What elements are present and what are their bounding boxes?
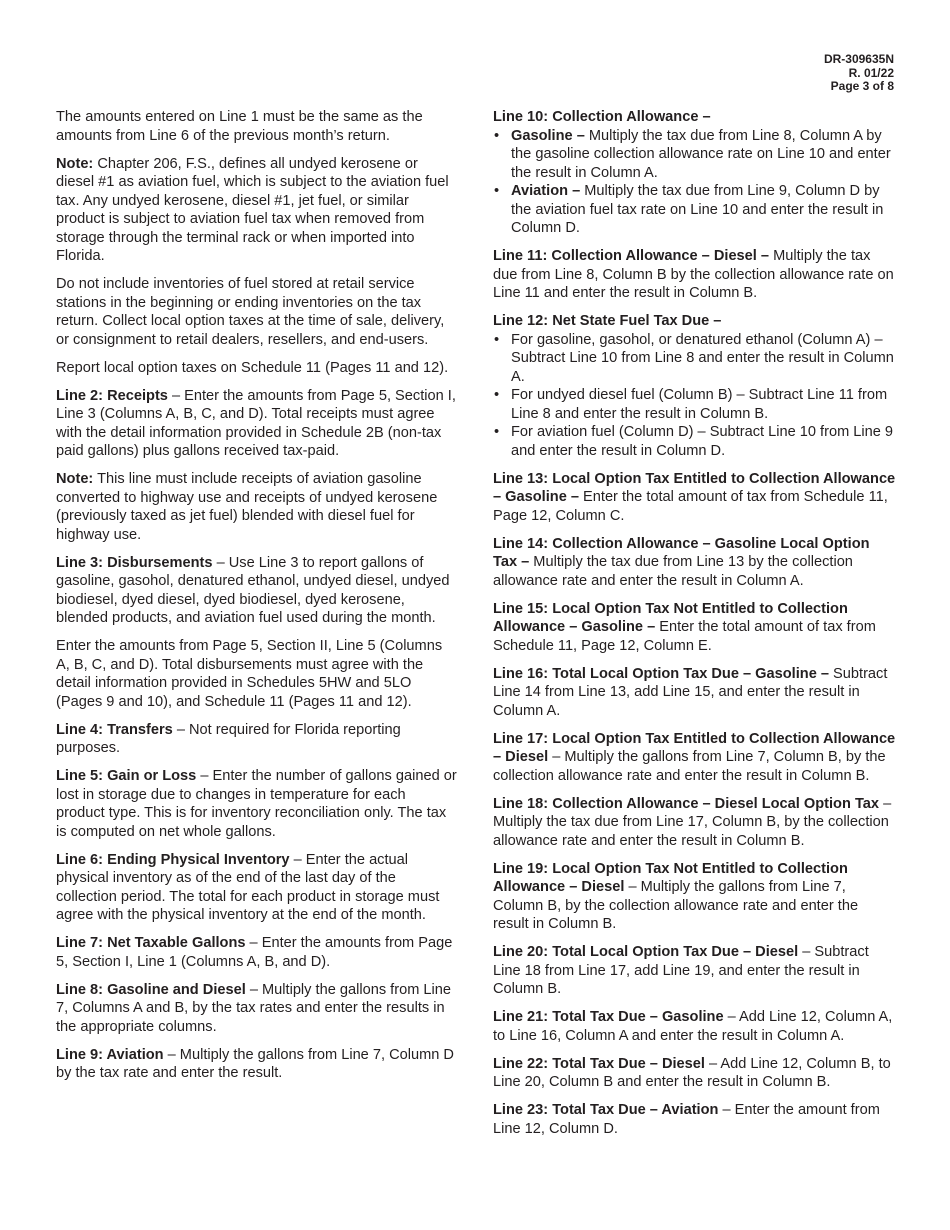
note-aviation-fuel	[56, 155, 458, 266]
instruction-line-6	[56, 851, 458, 925]
line-5-label: Line 5: Gain or Loss	[56, 768, 197, 784]
instruction-line-14	[493, 535, 897, 591]
line-21-text: – Add Line 12, Column A, to Line 16, Column A and enter the result in Column A.	[493, 1009, 893, 1044]
line-19-text: – Multiply the gallons from Line 7, Column B, by the collection allowance rate and enter the result in Column B.	[493, 879, 859, 932]
instruction-line-11	[493, 247, 897, 303]
paragraph-line1-intro: The amounts entered on Line 1 must be the same as the amounts from Line 6 of the previous month’s return.	[56, 109, 423, 144]
left-column	[56, 108, 458, 1092]
line-8-text: – Multiply the gallons from Line 7, Columns A and B, by the tax rates and enter the results in the appropriate columns.	[56, 981, 452, 1035]
list-item-label: Aviation –	[511, 183, 581, 199]
note-receipts	[56, 470, 458, 544]
line-17-label: Line 17: Local Option Tax Entitled to Collection Allowance – Diesel	[493, 730, 896, 765]
line-7-label: Line 7: Net Taxable Gallons	[56, 935, 246, 951]
instruction-line-8	[56, 981, 458, 1037]
line-22-text: – Add Line 12, Column B, to Line 20, Column B and enter the result in Column B.	[493, 1055, 891, 1090]
instruction-line-21	[493, 1008, 897, 1045]
list-item: • For undyed diesel fuel (Column B) – Subtract Line 11 from Line 8 and enter the result in Column B.	[493, 386, 897, 423]
line-20-label: Line 20: Total Local Option Tax Due – Diesel	[493, 944, 799, 960]
line-23-label: Line 23: Total Tax Due – Aviation	[493, 1102, 719, 1118]
line-16-text: Subtract Line 14 from Line 13, add Line 15, and enter the result in Column A.	[493, 665, 888, 719]
note-label: Note:	[56, 155, 94, 172]
list-item	[493, 127, 897, 183]
form-revision: R. 01/22	[848, 65, 894, 80]
line-16-label: Line 16: Total Local Option Tax Due – Gasoline –	[493, 665, 829, 682]
line-11-text: Multiply the tax due from Line 8, Column B by the collection allowance rate on Line 11 and enter the result in Column B.	[493, 248, 894, 301]
line-9-text: – Multiply the gallons from Line 7, Column D by the tax rate and enter the result.	[56, 1046, 454, 1081]
line-12-list	[493, 331, 897, 461]
line-15-label: Line 15: Local Option Tax Not Entitled to Collection Allowance – Gasoline –	[493, 600, 848, 635]
note-text: Chapter 206, F.S., defines all undyed kerosene or diesel #1 as aviation fuel, which is subject to the aviation fuel tax. Any undyed kerosene, diesel #1, jet fuel, or similar product is subject to aviation fuel tax when removed from storage through the terminal rack or when imported into Florida.	[56, 155, 449, 264]
instruction-line-4	[56, 721, 458, 758]
line-4-label: Line 4: Transfers	[56, 721, 173, 738]
line-22-label: Line 22: Total Tax Due – Diesel	[493, 1055, 705, 1072]
line-7-text: – Enter the amounts from Page 5, Section I, Line 1 (Columns A, B, and D).	[56, 935, 453, 970]
line-10-heading: Line 10: Collection Allowance –	[493, 109, 711, 125]
list-item: • For aviation fuel (Column D) – Subtract Line 10 from Line 9 and enter the result in Column D.	[493, 423, 897, 460]
list-item: • For gasoline, gasohol, or denatured ethanol (Column A) – Subtract Line 10 from Line 8 and enter the result in Column A.	[493, 331, 897, 387]
list-item-label: Gasoline –	[511, 127, 585, 144]
line-2-text: – Enter the amounts from Page 5, Section I, Line 3 (Columns A, B, C, and D). Total receipts must agree with the detail information provided in Schedule 2B (non-tax paid gallons) plus gallons received tax-paid.	[56, 387, 456, 459]
line-12-heading: Line 12: Net State Fuel Tax Due –	[493, 313, 722, 329]
line-3-label: Line 3: Disbursements	[56, 554, 213, 571]
instruction-line-13	[493, 470, 897, 526]
line-15-text: Enter the total amount of tax from Schedule 11, Page 12, Column E.	[493, 619, 876, 654]
instruction-line-2	[56, 387, 458, 461]
form-header	[824, 53, 894, 94]
note-text: This line must include receipts of aviation gasoline converted to highway use and receipts of undyed kerosene (previously taxed as jet fuel) blended with diesel fuel for highway use.	[56, 471, 438, 543]
instruction-line-20	[493, 943, 897, 999]
page-number: Page 3 of 8	[830, 79, 894, 93]
instruction-line-23	[493, 1101, 897, 1138]
line-14-label: Line 14: Collection Allowance – Gasoline Local Option Tax –	[493, 535, 870, 570]
line-23-text: – Enter the amount from Line 12, Column D.	[493, 1102, 880, 1137]
instruction-line-9	[56, 1046, 458, 1083]
line-17-text: – Multiply the gallons from Line 7, Column B, by the collection allowance rate and enter the result in Column B.	[493, 749, 886, 784]
instruction-line-22	[493, 1055, 897, 1092]
instruction-line-15	[493, 600, 897, 656]
line-19-label: Line 19: Local Option Tax Not Entitled to Collection Allowance – Diesel	[493, 860, 848, 895]
list-item-text: Multiply the tax due from Line 9, Column D by the aviation fuel tax rate on Line 10 and enter the result in Column D.	[511, 183, 884, 236]
line-9-label: Line 9: Aviation	[56, 1046, 164, 1063]
line-2-label: Line 2: Receipts	[56, 387, 168, 404]
instruction-line-5	[56, 767, 458, 841]
right-column	[493, 108, 897, 1148]
line-6-label: Line 6: Ending Physical Inventory	[56, 851, 290, 868]
line-13-text: Enter the total amount of tax from Schedule 11, Page 12, Column C.	[493, 489, 888, 524]
line-10-list	[493, 127, 897, 238]
line-5-text: – Enter the number of gallons gained or lost in storage due to changes in temperature for each product type. This is for inventory reconciliation only. The tax is computed on net whole gallons.	[56, 768, 457, 840]
line-8-label: Line 8: Gasoline and Diesel	[56, 981, 246, 998]
line-20-text: – Subtract Line 18 from Line 17, add Line 19, and enter the result in Column B.	[493, 944, 869, 997]
line-6-text: – Enter the actual physical inventory as of the end of the last day of the collection period. The total for each product in storage must agree with the physical inventory at the end of the month.	[56, 851, 440, 923]
line-11-label: Line 11: Collection Allowance – Diesel –	[493, 248, 770, 264]
line-14-text: Multiply the tax due from Line 13 by the collection allowance rate and enter the result in Column A.	[493, 554, 853, 589]
line-18-text: – Multiply the tax due from Line 17, Column B, by the collection allowance rate and enter the result in Column B.	[493, 795, 892, 849]
instruction-line-17	[493, 730, 897, 786]
line-13-label: Line 13: Local Option Tax Entitled to Collection Allowance – Gasoline –	[493, 470, 896, 505]
paragraph-inventories: Do not include inventories of fuel stored at retail service stations in the beginning or ending inventories on the tax return. Collect local option taxes at the time of sale, delivery, or consignment to retail dealers, resellers, and end-users.	[56, 276, 445, 348]
instruction-line-19	[493, 860, 897, 934]
paragraph-schedule-11: Report local option taxes on Schedule 11 (Pages 11 and 12).	[56, 359, 449, 376]
list-item	[493, 182, 897, 238]
line-3-text: – Use Line 3 to report gallons of gasoline, gasohol, denatured ethanol, undyed diesel, undyed biodiesel, dyed diesel, dyed biodiesel, dyed kerosene, blended products, and aviation fuel used during the month.	[56, 554, 450, 626]
line-4-text: – Not required for Florida reporting purposes.	[56, 721, 401, 756]
instruction-line-7	[56, 934, 458, 971]
instruction-line-16	[493, 665, 897, 721]
list-item-text: Multiply the tax due from Line 8, Column A by the gasoline collection allowance rate on Line 10 and enter the result in Column A.	[511, 127, 891, 181]
form-number: DR-309635N	[823, 52, 894, 66]
note-label: Note:	[56, 471, 94, 487]
line-21-label: Line 21: Total Tax Due – Gasoline	[493, 1009, 724, 1025]
instruction-line-18	[493, 795, 897, 851]
instruction-line-3-continued: Enter the amounts from Page 5, Section II, Line 5 (Columns A, B, C, and D). Total disbursements must agree with the detail information provided in Schedules 5HW and 5LO (Pages 9 and 10), and Schedule 11 (Pages 11 and 12).	[56, 638, 443, 710]
instruction-line-3	[56, 554, 458, 628]
line-18-label: Line 18: Collection Allowance – Diesel Local Option Tax	[493, 795, 880, 812]
